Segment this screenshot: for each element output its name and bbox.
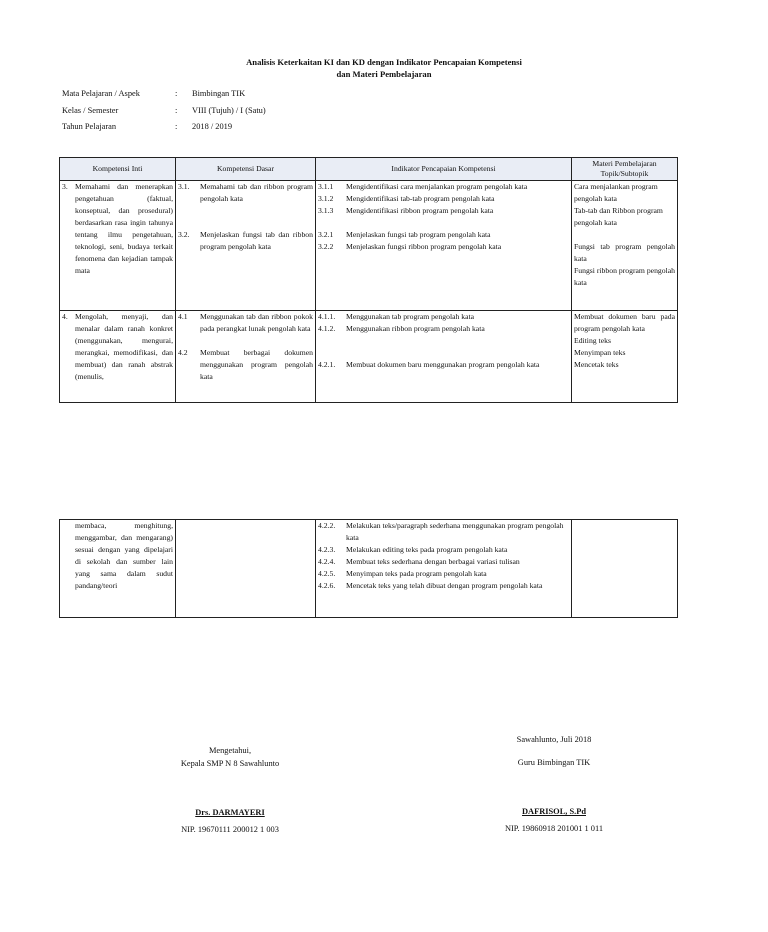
- kd-cell: [176, 181, 316, 311]
- header-materi-line2: Topik/Subtopik: [600, 169, 649, 178]
- materi-cell: [572, 181, 678, 311]
- kd-number: 3.2.: [178, 230, 190, 239]
- materi-item: Mencetak teks: [574, 360, 619, 369]
- kd-text: Memahami tab dan ribbon program pengolah kata: [200, 182, 313, 203]
- ipk-number: 4.2.3.: [318, 545, 336, 554]
- ipk-number: 3.1.3: [318, 206, 334, 215]
- meta-row-year: [62, 122, 462, 139]
- kd-text: Membuat berbagai dokumen menggunakan program pengolah kata: [200, 348, 313, 381]
- title-line-2: dan Materi Pembelajaran: [336, 69, 432, 79]
- ipk-text: Mencetak teks yang telah dibuat dengan program pengolah kata: [346, 581, 543, 590]
- document-meta: [62, 89, 462, 139]
- ki-number: 3.: [62, 182, 68, 191]
- ipk-text: Menjelaskan fungsi ribbon program pengolah kata: [346, 242, 502, 251]
- ipk-text: Menggunakan tab program pengolah kata: [346, 312, 475, 321]
- kd-number: 4.2: [178, 348, 188, 357]
- ki-text: Mengolah, menyaji, dan menalar dalam ranah konkret (menggunakan, mengurai, merangkai, memodifikasi, dan membuat) dan ranah abstrak (menulis,: [75, 312, 173, 381]
- materi-item: Fungsi ribbon program pengolah kata: [574, 266, 675, 287]
- ki-cell: [60, 181, 176, 311]
- signature-right-name-wrap: [470, 807, 638, 816]
- ipk-text: Melakukan editing teks pada program pengolah kata: [346, 545, 508, 554]
- ipk-cell: [316, 520, 572, 618]
- kd-number: 3.1.: [178, 182, 190, 191]
- materi-item: Menyimpan teks: [574, 348, 626, 357]
- header-materi-line1: Materi Pembelajaran: [592, 159, 657, 168]
- meta-value: Bimbingan TIK: [192, 89, 246, 98]
- ipk-text: Mengidentifikasi ribbon program pengolah kata: [346, 206, 494, 215]
- materi-item: Membuat dokumen baru pada program pengolah kata: [574, 312, 675, 333]
- signature-right-name: DAFRISOL, S.Pd: [522, 807, 586, 816]
- signature-left-name-wrap: [150, 808, 310, 817]
- ipk-number: 3.1.2: [318, 194, 334, 203]
- signature-left-line1: Mengetahui,: [208, 746, 252, 755]
- ipk-text: Membuat teks sederhana dengan berbagai variasi tulisan: [346, 557, 520, 566]
- ipk-text: Menyimpan teks pada program pengolah kata: [346, 569, 487, 578]
- signature-right-role: Guru Bimbingan TIK: [517, 758, 591, 767]
- ipk-number: 4.2.4.: [318, 557, 336, 566]
- ipk-text: Mengidentifikasi cara menjalankan program pengolah kata: [346, 182, 528, 191]
- meta-row-class: [62, 106, 462, 123]
- title-line-1: Analisis Keterkaitan KI dan KD dengan Indikator Pencapaian Kompetensi: [246, 57, 522, 67]
- header-materi: [572, 158, 678, 181]
- ipk-number: 4.2.5.: [318, 569, 336, 578]
- materi-item: Fungsi tab program pengolah kata: [574, 242, 675, 263]
- ipk-number: 4.1.2.: [318, 324, 336, 333]
- materi-item: Editing teks: [574, 336, 611, 345]
- kd-cell: [176, 311, 316, 403]
- signature-left-nip: NIP. 19670111 200012 1 003: [181, 825, 279, 834]
- ki-text: membaca, menghitung, menggambar, dan mengarang) sesuai dengan yang dipelajari di sekolah dan sumber lain yang sama dalam sudut pandang/teori: [75, 521, 173, 590]
- ipk-text: Membuat dokumen baru menggunakan program pengolah kata: [346, 360, 540, 369]
- ipk-number: 4.1.1.: [318, 312, 336, 321]
- meta-label: Mata Pelajaran / Aspek: [62, 89, 140, 98]
- meta-colon: :: [175, 89, 178, 98]
- kd-text: Menjelaskan fungsi tab dan ribbon program pengolah kata: [200, 230, 313, 251]
- ipk-cell: [316, 311, 572, 403]
- table-row: [60, 181, 678, 311]
- ki-number: 4.: [62, 312, 68, 321]
- meta-value: VIII (Tujuh) / I (Satu): [192, 105, 266, 115]
- competency-table: [59, 157, 678, 403]
- header-kompetensi-dasar: Kompetensi Dasar: [176, 158, 316, 181]
- signature-left-name: Drs. DARMAYERI: [195, 808, 265, 817]
- ipk-number: 3.2.2: [318, 242, 334, 251]
- meta-colon: :: [175, 105, 178, 115]
- meta-label: Kelas / Semester: [62, 105, 119, 115]
- signature-right-nip: NIP. 19860918 201001 1 011: [504, 824, 604, 833]
- signature-left-line2: Kepala SMP N 8 Sawahlunto: [180, 759, 280, 768]
- ipk-text: Mengidentifikasi tab-tab program pengolah kata: [346, 194, 495, 203]
- ipk-number: 3.1.1: [318, 182, 334, 191]
- ipk-text: Melakukan teks/paragraph sederhana menggunakan program pengolah kata: [346, 521, 564, 542]
- ipk-number: 4.2.1.: [318, 360, 336, 369]
- materi-item: Tab-tab dan Ribbon program pengolah kata: [574, 206, 663, 227]
- materi-cell: [572, 311, 678, 403]
- ki-text: Memahami dan menerapkan pengetahuan (faktual, konseptual, dan prosedural) berdasarkan rasa ingin tahunya tentang ilmu pengetahuan, teknologi, seni, budaya terkait fenomena dan kejadian tampak mata: [75, 182, 173, 275]
- ipk-text: Menggunakan ribbon program pengolah kata: [346, 324, 485, 333]
- ipk-cell: [316, 181, 572, 311]
- signature-place-date: Sawahlunto, Juli 2018: [516, 735, 592, 744]
- table-row: [60, 311, 678, 403]
- kd-cell: [176, 520, 316, 618]
- kd-text: Menggunakan tab dan ribbon pokok pada perangkat lunak pengolah kata: [200, 312, 313, 333]
- competency-table-continued: [59, 519, 678, 618]
- table-header-row: [60, 158, 678, 181]
- kd-number: 4.1: [178, 312, 188, 321]
- ki-cell: [60, 520, 176, 618]
- materi-item: Cara menjalankan program pengolah kata: [574, 182, 658, 203]
- meta-label: Tahun Pelajaran: [62, 122, 117, 131]
- ki-cell: [60, 311, 176, 403]
- ipk-number: 3.2.1: [318, 230, 334, 239]
- document-title: [0, 56, 768, 80]
- ipk-number: 4.2.6.: [318, 581, 336, 590]
- header-indikator: Indikator Pencapaian Kompetensi: [316, 158, 572, 181]
- header-kompetensi-inti: Kompetensi Inti: [60, 158, 176, 181]
- meta-colon: :: [175, 122, 178, 131]
- materi-cell: [572, 520, 678, 618]
- meta-row-subject: [62, 89, 462, 106]
- ipk-text: Menjelaskan fungsi tab program pengolah kata: [346, 230, 491, 239]
- table-row: [60, 520, 678, 618]
- meta-value: 2018 / 2019: [192, 122, 233, 131]
- ipk-number: 4.2.2.: [318, 521, 336, 530]
